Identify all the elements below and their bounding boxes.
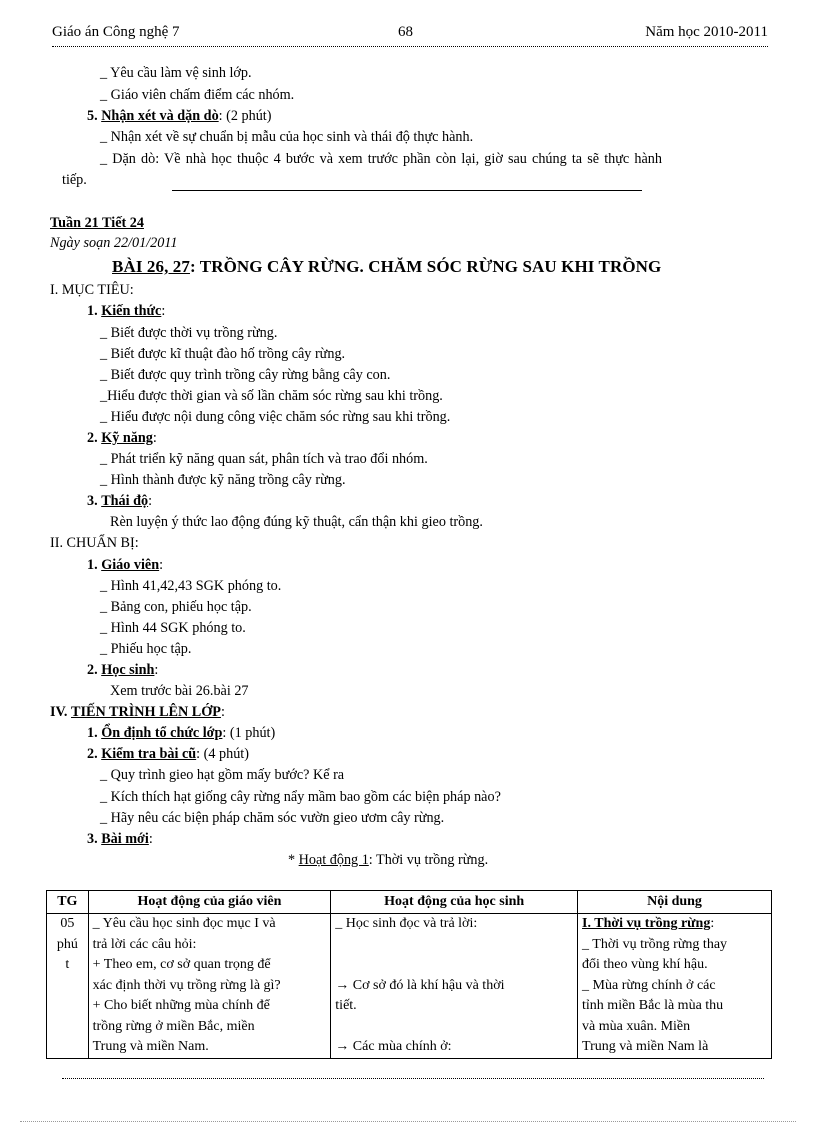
teacher-prep-item: _ Hình 44 SGK phóng to. (100, 620, 246, 636)
knowledge-item: _ Biết được thời vụ trồng rừng. (100, 325, 278, 341)
progress-title: TIẾN TRÌNH LÊN LỚP (71, 704, 221, 720)
knowledge-title: Kiến thức (101, 303, 162, 319)
teacher-prep-item: _ Bảng con, phiếu học tập. (100, 599, 252, 615)
review-question: _ Quy trình gieo hạt gồm mấy bước? Kể ra (100, 767, 345, 783)
teacher-prep-heading: 1. Giáo viên: (87, 557, 164, 573)
content-cell: I. Thời vụ trồng rừng: _ Thời vụ trồng rừng thay đổi theo vùng khí hậu. _ Mùa rừng chính ở các tỉnh miền Bắc là mùa thu và mùa xuân. Miền Trung và miền Nam là (578, 914, 772, 1059)
top-line-5: tiếp. (62, 172, 87, 188)
teacher-prep-item: _ Phiếu học tập. (100, 641, 192, 657)
step-2-title: Kiểm tra bài cũ (101, 746, 197, 762)
header-school-year: Năm học 2010-2011 (645, 24, 768, 40)
col-header-student: Hoạt động của học sinh (331, 891, 578, 914)
table-header-row (47, 891, 772, 914)
section-5-title: Nhận xét và dặn dò (101, 108, 219, 124)
activity-1-title: Hoạt động 1 (298, 852, 369, 868)
lesson-name: : TRỒNG CÂY RỪNG. CHĂM SÓC RỪNG SAU KHI TRỒNG (189, 257, 662, 276)
teacher-prep-title: Giáo viên (101, 557, 160, 573)
table-row (47, 914, 772, 1059)
content-title: I. Thời vụ trồng rừng (582, 916, 711, 931)
teacher-prep-item: _ Hình 41,42,43 SGK phóng to. (100, 578, 282, 594)
attitude-title: Thái độ (101, 493, 149, 509)
teacher-activity-cell: _ Yêu cầu học sinh đọc mục I và trả lời các câu hỏi: + Theo em, cơ sở quan trọng để xác định thời vụ trồng rừng là gì? + Cho biết những mùa chính để trồng rừng ở miền Bắc, miền Trung và miền Nam. (88, 914, 331, 1059)
knowledge-item: _Hiểu được thời gian và số lần chăm sóc rừng sau khi trồng. (100, 388, 443, 404)
top-line-3: _ Nhận xét về sự chuẩn bị mẫu của học sinh và thái độ thực hành. (100, 129, 474, 145)
student-activity-cell: _ Học sinh đọc và trả lời: → Cơ sở đó là khí hậu và thời tiết. → Các mùa chính ở: (331, 914, 578, 1059)
header-subject: Giáo án Công nghệ 7 (52, 24, 180, 40)
step-3-heading: 3. Bài mới: (87, 831, 153, 847)
section-divider (172, 190, 642, 191)
skills-item: _ Hình thành được kỹ năng trồng cây rừng. (100, 472, 346, 488)
objectives-heading: I. MỤC TIÊU: (50, 282, 134, 298)
col-header-time: TG (47, 891, 89, 914)
top-line-1: _ Yêu cầu làm vệ sinh lớp. (100, 65, 252, 81)
section-5-heading (87, 107, 271, 125)
page-header (52, 24, 768, 47)
skills-item: _ Phát triển kỹ năng quan sát, phân tích và trao đổi nhóm. (100, 451, 428, 467)
knowledge-item: _ Biết được quy trình trồng cây rừng bằng cây con. (100, 367, 391, 383)
lesson-title (112, 258, 661, 276)
attitude-heading: 3. Thái độ: (87, 493, 153, 509)
knowledge-heading: 1. Kiến thức: (87, 303, 166, 319)
activity-1-heading: * Hoạt động 1: Thời vụ trồng rừng. (288, 852, 489, 868)
review-question: _ Kích thích hạt giống cây rừng nẩy mầm bao gồm các biện pháp nào? (100, 789, 501, 805)
top-line-4: _ Dặn dò: Về nhà học thuộc 4 bước và xem trước phần còn lại, giờ sau chúng ta sẽ thực hành (100, 151, 662, 167)
prep-heading: II. CHUẨN BỊ: (50, 535, 139, 551)
knowledge-item: _ Hiểu được nội dung công việc chăm sóc rừng sau khi trồng. (100, 409, 451, 425)
col-header-content: Nội dung (578, 891, 772, 914)
step-3-title: Bài mới (101, 831, 149, 847)
time-cell: 05 phú t (47, 914, 89, 1059)
lesson-code: BÀI 26, 27 (112, 257, 190, 276)
prep-date: Ngày soạn 22/01/2011 (50, 235, 178, 251)
step-2-heading: 2. Kiểm tra bài cũ: (4 phút) (87, 746, 249, 762)
student-prep-text: Xem trước bài 26.bài 27 (110, 683, 249, 699)
progress-heading: IV. TIẾN TRÌNH LÊN LỚP: (50, 704, 225, 720)
activity-table (46, 890, 772, 1059)
header-page-number: 68 (398, 24, 413, 40)
review-question: _ Hãy nêu các biện pháp chăm sóc vườn gieo ươm cây rừng. (100, 810, 445, 826)
student-prep-title: Học sinh (101, 662, 155, 678)
col-header-teacher: Hoạt động của giáo viên (88, 891, 331, 914)
step-1-heading: 1. Ổn định tổ chức lớp: (1 phút) (87, 725, 276, 741)
step-1-title: Ổn định tổ chức lớp (101, 725, 223, 741)
page-edge-rule (20, 1121, 796, 1122)
section-5-duration: : (2 phút) (218, 108, 272, 124)
attitude-text: Rèn luyện ý thức lao động đúng kỹ thuật, cẩn thận khi gieo trồng. (110, 514, 483, 530)
section-5-number: 5. (87, 108, 98, 124)
knowledge-item: _ Biết được kĩ thuật đào hố trồng cây rừng. (100, 346, 346, 362)
skills-heading: 2. Kỹ năng: (87, 430, 157, 446)
footer-rule (62, 1078, 764, 1079)
top-line-2: _ Giáo viên chấm điểm các nhóm. (100, 87, 295, 103)
skills-title: Kỹ năng (101, 430, 153, 446)
week-lesson: Tuần 21 Tiết 24 (50, 215, 144, 231)
student-prep-heading: 2. Học sinh: (87, 662, 159, 678)
